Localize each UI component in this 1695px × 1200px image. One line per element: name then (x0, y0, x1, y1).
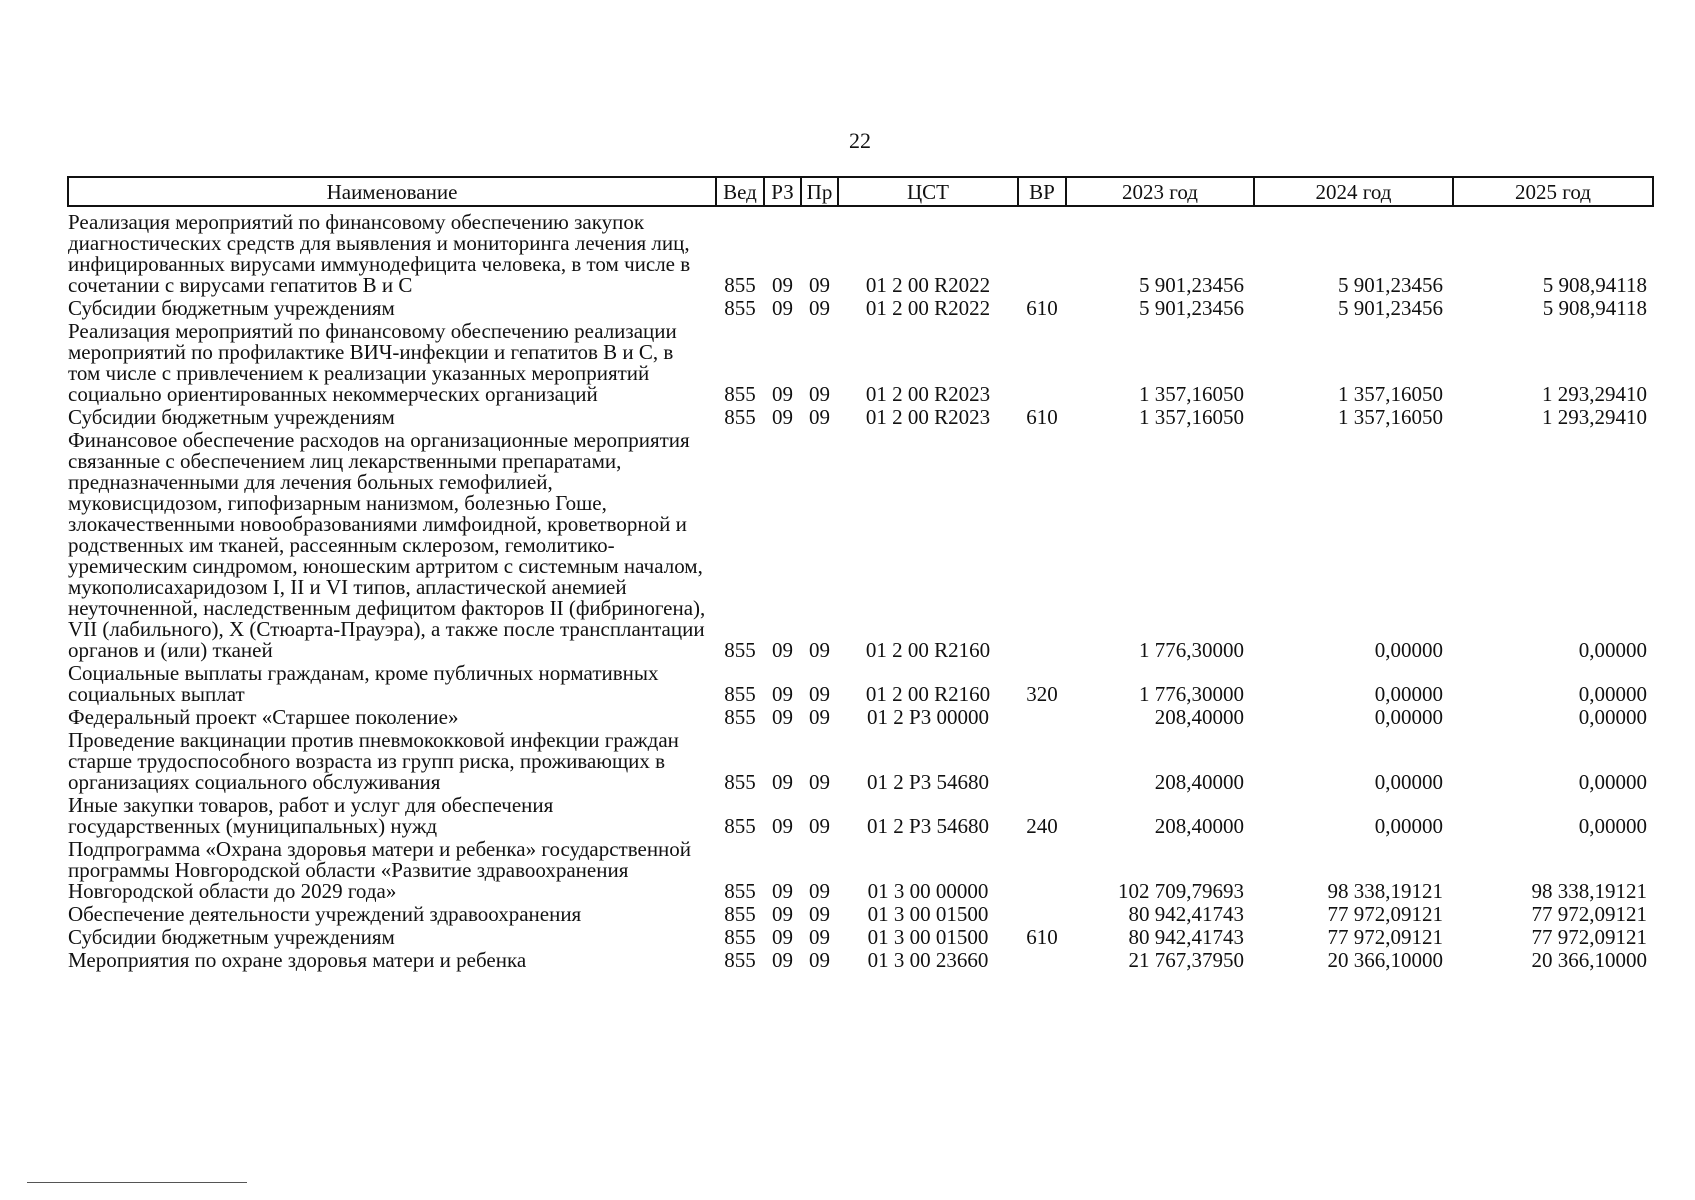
row-rz: 09 (772, 925, 793, 949)
row-amount-2023: 208,40000 (1154, 705, 1244, 729)
row-name: Субсидии бюджетным учреждениям (68, 925, 395, 949)
header-2024: 2024 год (1254, 177, 1453, 206)
row-vr (1018, 730, 1066, 795)
row-amount-2023: 5 901,23456 (1139, 273, 1244, 297)
header-vr: ВР (1018, 177, 1066, 206)
row-ved: 855 (724, 296, 756, 320)
table-row (68, 730, 1653, 795)
row-ved: 855 (724, 948, 756, 972)
row-pr: 09 (809, 902, 830, 926)
row-amount-2025: 98 338,19121 (1531, 879, 1647, 903)
row-name: Проведение вакцинации против пневмококковой инфекции граждан старше трудоспособного возраста из групп риска, проживающих в организациях социального обслуживания (68, 728, 679, 794)
table-row (68, 321, 1653, 407)
table-row (68, 839, 1653, 904)
row-vr (1018, 206, 1066, 298)
row-ved: 855 (724, 405, 756, 429)
header-pr: Пр (801, 177, 838, 206)
row-vr: 240 (1026, 814, 1058, 838)
table-row (68, 950, 1653, 973)
row-amount-2023: 21 767,37950 (1128, 948, 1244, 972)
row-ved: 855 (724, 382, 756, 406)
row-ved: 855 (724, 814, 756, 838)
header-2025: 2025 год (1453, 177, 1653, 206)
header-rz: РЗ (764, 177, 801, 206)
row-rz: 09 (772, 405, 793, 429)
row-vr (1018, 430, 1066, 663)
row-cst: 01 2 00 R2022 (865, 273, 991, 297)
row-amount-2023: 1 776,30000 (1139, 682, 1244, 706)
row-rz: 09 (772, 296, 793, 320)
row-amount-2025: 1 293,29410 (1542, 405, 1647, 429)
row-vr: 320 (1026, 682, 1058, 706)
row-rz: 09 (772, 770, 793, 794)
row-ved: 855 (724, 705, 756, 729)
row-name: Обеспечение деятельности учреждений здравоохранения (68, 902, 582, 926)
budget-table (67, 176, 1654, 973)
row-amount-2024: 0,00000 (1374, 770, 1443, 794)
row-rz: 09 (772, 638, 793, 662)
row-name: Реализация мероприятий по финансовому обеспечению реализации мероприятий по профилактике ВИЧ-инфекции и гепатитов В и С, в том числе с привлечением к реализации указанных мероприятий социально ориентированных некоммерческих организаций (68, 319, 677, 406)
row-amount-2023: 80 942,41743 (1128, 902, 1244, 926)
row-amount-2023: 5 901,23456 (1139, 296, 1244, 320)
table-row (68, 298, 1653, 321)
row-cst: 01 2 00 R2022 (865, 296, 991, 320)
table-row (68, 407, 1653, 430)
row-cst: 01 3 00 00000 (867, 879, 989, 903)
header-ved: Вед (716, 177, 764, 206)
row-cst: 01 2 00 R2160 (865, 638, 991, 662)
row-rz: 09 (772, 879, 793, 903)
row-ved: 855 (724, 879, 756, 903)
row-cst: 01 2 00 R2160 (865, 682, 991, 706)
row-vr: 610 (1026, 296, 1058, 320)
row-amount-2024: 1 357,16050 (1338, 405, 1443, 429)
row-pr: 09 (809, 948, 830, 972)
row-vr (1018, 950, 1066, 973)
row-cst: 01 2 P3 54680 (867, 814, 989, 838)
row-amount-2024: 0,00000 (1374, 814, 1443, 838)
row-vr (1018, 839, 1066, 904)
row-pr: 09 (809, 682, 830, 706)
row-rz: 09 (772, 948, 793, 972)
row-name: Мероприятия по охране здоровья матери и ребенка (68, 948, 527, 972)
row-amount-2025: 0,00000 (1578, 682, 1647, 706)
row-rz: 09 (772, 682, 793, 706)
row-amount-2023: 1 776,30000 (1139, 638, 1244, 662)
row-amount-2024: 0,00000 (1374, 705, 1443, 729)
table-row (68, 927, 1653, 950)
header-2023: 2023 год (1066, 177, 1254, 206)
page-number: 22 (849, 128, 871, 153)
row-amount-2023: 1 357,16050 (1139, 405, 1244, 429)
row-pr: 09 (809, 925, 830, 949)
table-header (68, 177, 1653, 206)
row-amount-2024: 5 901,23456 (1338, 296, 1443, 320)
row-vr (1018, 707, 1066, 730)
row-pr: 09 (809, 638, 830, 662)
row-pr: 09 (809, 273, 830, 297)
row-rz: 09 (772, 705, 793, 729)
row-amount-2024: 0,00000 (1374, 682, 1443, 706)
row-vr: 610 (1026, 405, 1058, 429)
row-amount-2025: 1 293,29410 (1542, 382, 1647, 406)
row-name: Подпрограмма «Охрана здоровья матери и ребенка» государственной программы Новгородской области «Развитие здравоохранения Новгородской области до 2029 года» (68, 837, 692, 903)
row-cst: 01 2 00 R2023 (865, 405, 991, 429)
row-ved: 855 (724, 273, 756, 297)
row-cst: 01 3 00 01500 (867, 925, 989, 949)
row-amount-2024: 77 972,09121 (1327, 902, 1443, 926)
row-amount-2025: 5 908,94118 (1542, 296, 1647, 320)
footer-rule (27, 1182, 247, 1183)
row-cst: 01 3 00 01500 (867, 902, 989, 926)
row-rz: 09 (772, 273, 793, 297)
header-name: Наименование (68, 177, 716, 206)
row-amount-2025: 77 972,09121 (1531, 902, 1647, 926)
row-amount-2024: 98 338,19121 (1327, 879, 1443, 903)
header-cst: ЦСТ (838, 177, 1018, 206)
row-name: Федеральный проект «Старшее поколение» (68, 705, 459, 729)
row-ved: 855 (724, 902, 756, 926)
row-amount-2025: 0,00000 (1578, 814, 1647, 838)
table-row (68, 707, 1653, 730)
row-ved: 855 (724, 770, 756, 794)
row-name: Финансовое обеспечение расходов на организационные мероприятия связанные с обеспечением лиц лекарственными препаратами, предназначенными для лечения больных гемофилией, муковисцидозом, гипофизарным нанизмом, болезнью Гоше, злокачественными новообразованиями лимфоидной, кроветворной и родственных им тканей, рассеянным склерозом, гемолитико-уремическим синдромом, юношеским артритом с системным началом, мукополисахаридозом I, II и VI типов, апластической анемией неуточненной, наследственным дефицитом факторов II (фибриногена), VII (лабильного), X (Стюарта-Прауэра), а также после трансплантации органов и (или) тканей (68, 428, 706, 662)
row-pr: 09 (809, 814, 830, 838)
row-amount-2024: 77 972,09121 (1327, 925, 1443, 949)
row-cst: 01 2 P3 00000 (867, 705, 989, 729)
row-amount-2025: 5 908,94118 (1542, 273, 1647, 297)
table-row (68, 430, 1653, 663)
row-cst: 01 2 P3 54680 (867, 770, 989, 794)
row-cst: 01 2 00 R2023 (865, 382, 991, 406)
row-amount-2023: 80 942,41743 (1128, 925, 1244, 949)
row-pr: 09 (809, 382, 830, 406)
table-row (68, 206, 1653, 298)
row-name: Субсидии бюджетным учреждениям (68, 296, 395, 320)
row-amount-2024: 0,00000 (1374, 638, 1443, 662)
row-rz: 09 (772, 814, 793, 838)
row-amount-2023: 1 357,16050 (1139, 382, 1244, 406)
row-vr (1018, 904, 1066, 927)
row-pr: 09 (809, 770, 830, 794)
row-rz: 09 (772, 382, 793, 406)
row-pr: 09 (809, 705, 830, 729)
row-name: Иные закупки товаров, работ и услуг для обеспечения государственных (муниципальных) нужд (68, 793, 554, 838)
row-pr: 09 (809, 296, 830, 320)
row-name: Реализация мероприятий по финансовому обеспечению закупок диагностических средств для выявления и мониторинга лечения лиц, инфицированных вирусами иммунодефицита человека, в том числе в сочетании с вирусами гепатитов В и С (68, 210, 691, 297)
row-vr: 610 (1026, 925, 1058, 949)
table-row (68, 904, 1653, 927)
row-amount-2024: 5 901,23456 (1338, 273, 1443, 297)
row-amount-2025: 0,00000 (1578, 770, 1647, 794)
table-row (68, 663, 1653, 707)
row-amount-2025: 0,00000 (1578, 638, 1647, 662)
row-amount-2023: 208,40000 (1154, 814, 1244, 838)
row-amount-2025: 77 972,09121 (1531, 925, 1647, 949)
row-amount-2023: 102 709,79693 (1118, 879, 1244, 903)
table-body (68, 206, 1653, 973)
row-amount-2025: 0,00000 (1578, 705, 1647, 729)
row-amount-2024: 1 357,16050 (1338, 382, 1443, 406)
row-rz: 09 (772, 902, 793, 926)
row-vr (1018, 321, 1066, 407)
table-row (68, 795, 1653, 839)
row-name: Социальные выплаты гражданам, кроме публичных нормативных социальных выплат (68, 661, 659, 706)
row-cst: 01 3 00 23660 (867, 948, 989, 972)
row-pr: 09 (809, 879, 830, 903)
row-amount-2024: 20 366,10000 (1327, 948, 1443, 972)
row-ved: 855 (724, 638, 756, 662)
row-amount-2025: 20 366,10000 (1531, 948, 1647, 972)
row-ved: 855 (724, 682, 756, 706)
row-name: Субсидии бюджетным учреждениям (68, 405, 395, 429)
row-pr: 09 (809, 405, 830, 429)
row-ved: 855 (724, 925, 756, 949)
row-amount-2023: 208,40000 (1154, 770, 1244, 794)
